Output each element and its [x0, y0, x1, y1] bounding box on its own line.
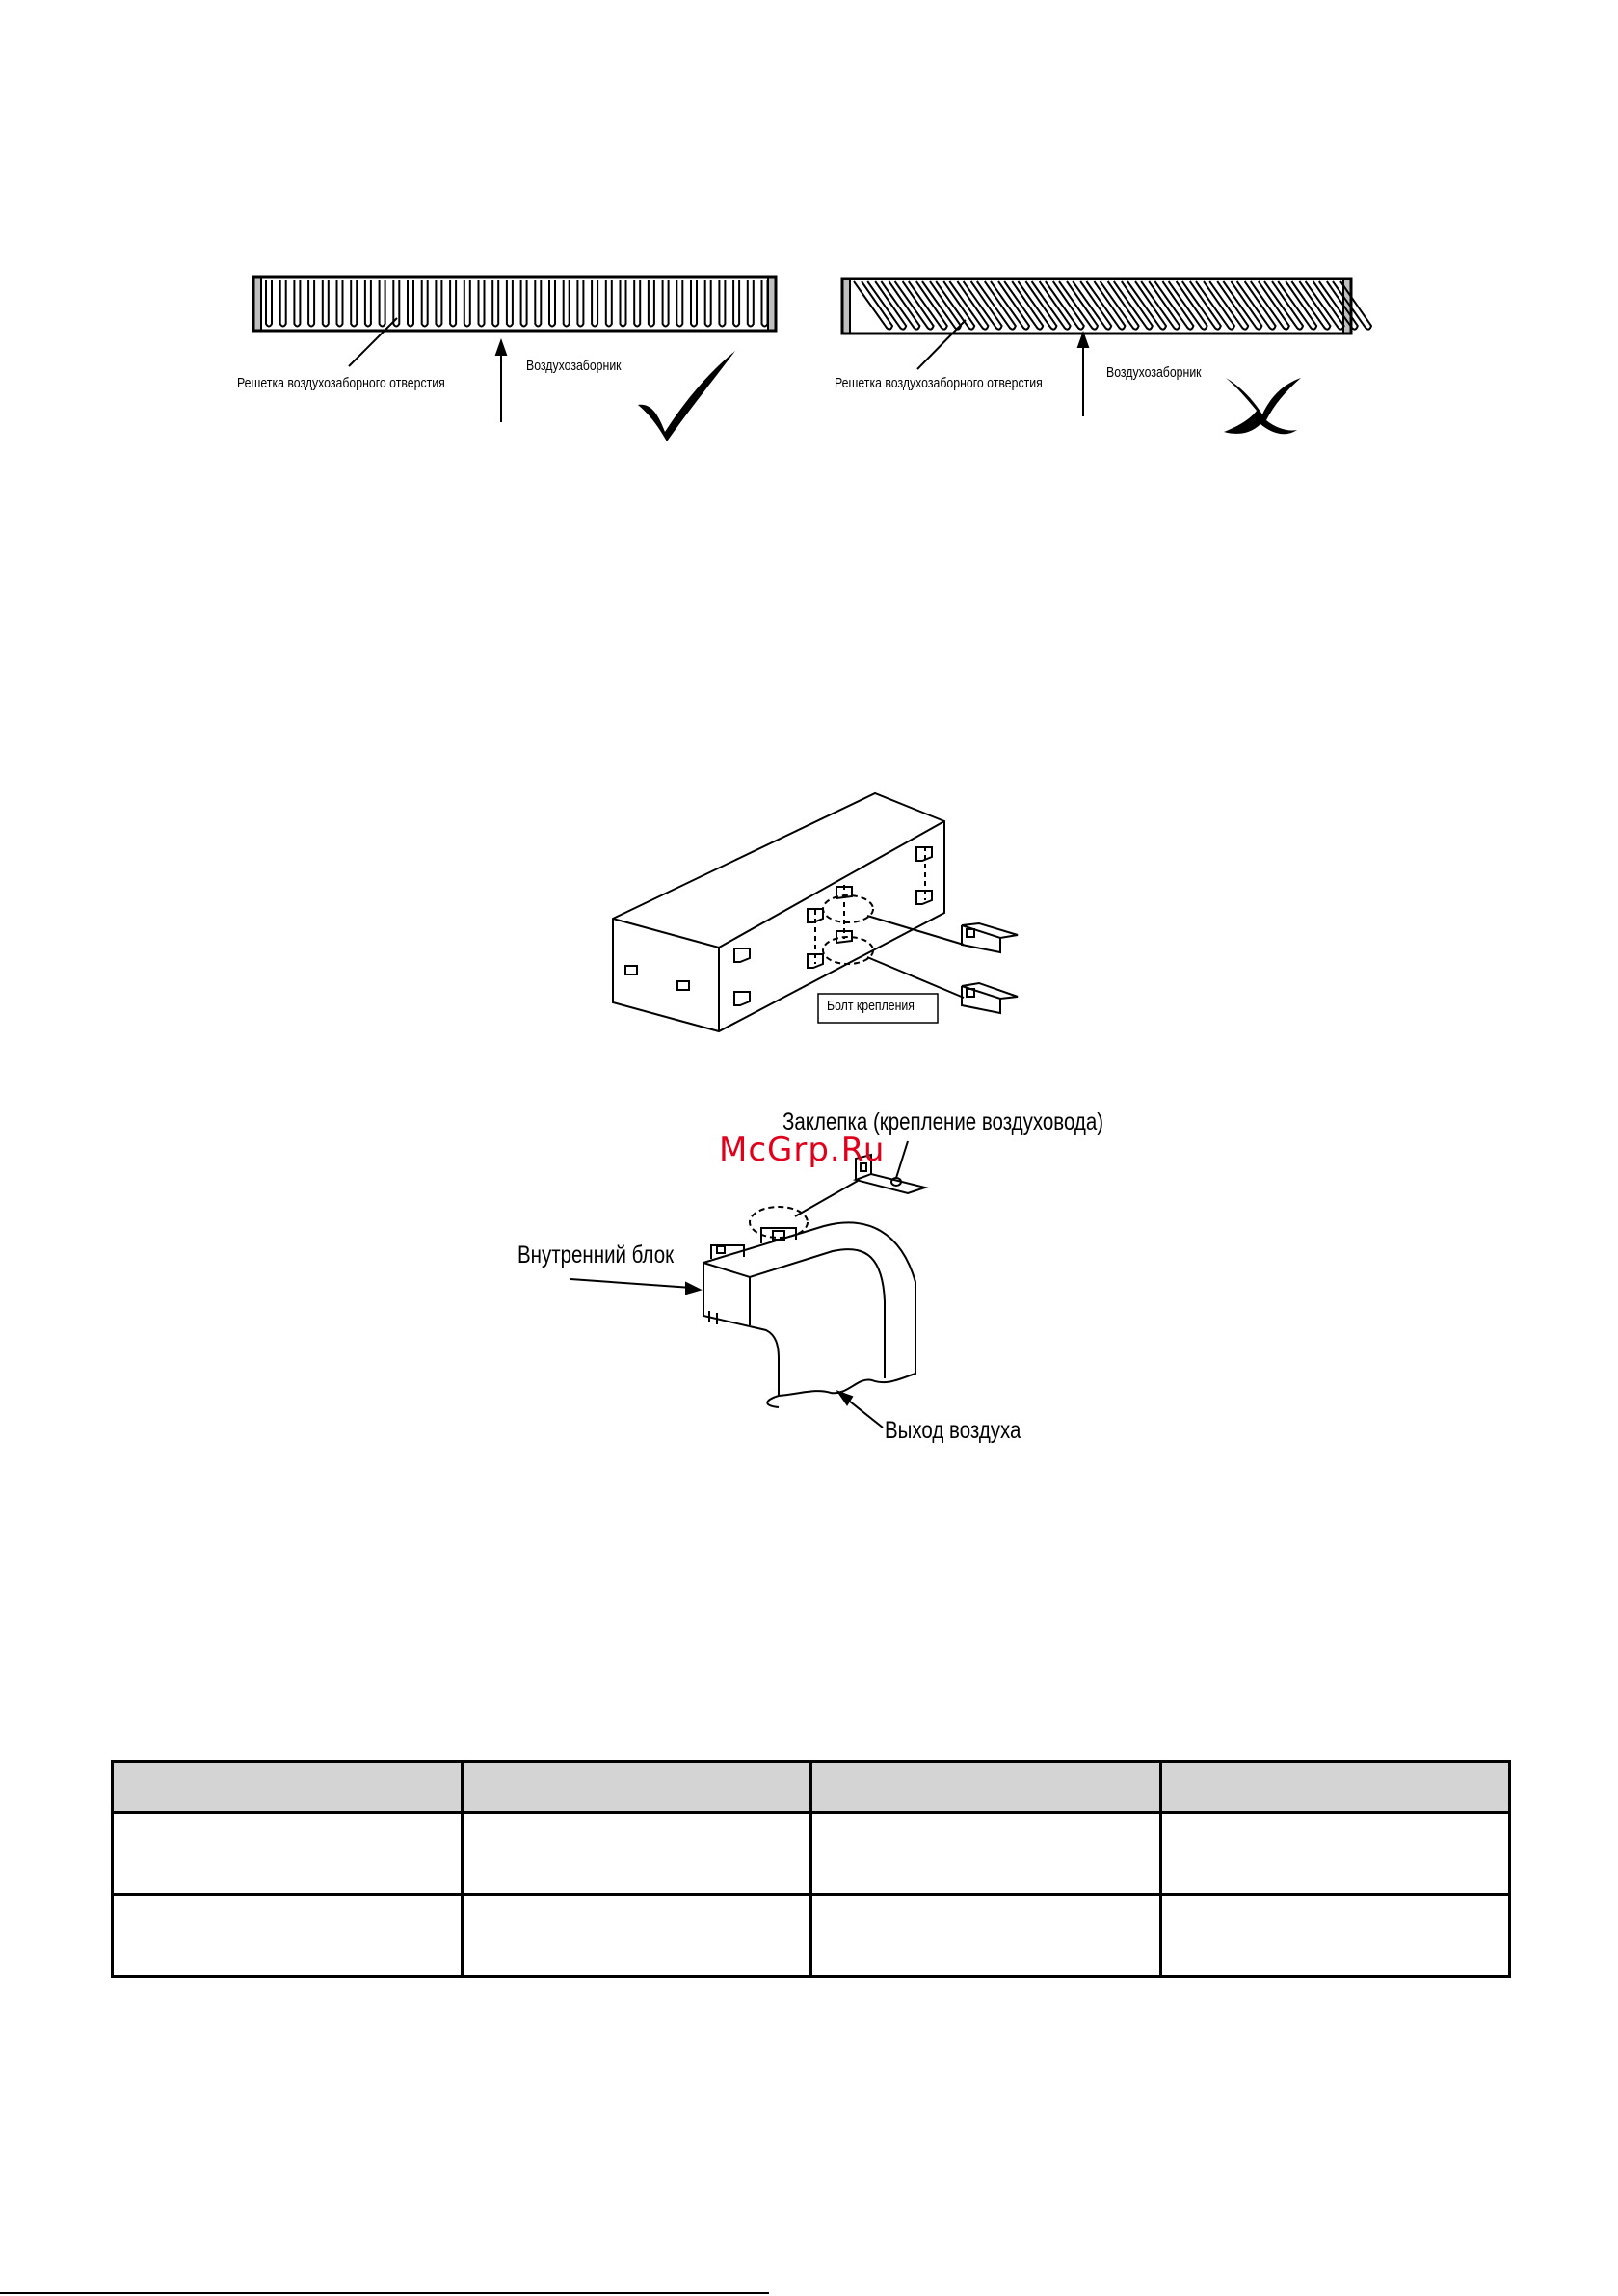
footer-rule — [0, 2292, 769, 2294]
air-outlet-label: Выход воздуха — [885, 1417, 1021, 1444]
table-cell — [811, 1813, 1161, 1895]
table-row — [113, 1895, 1510, 1977]
bolt-label: Болт крепления — [827, 998, 915, 1014]
table-cell — [462, 1813, 811, 1895]
table-header-cell — [113, 1762, 463, 1813]
intake-label-incorrect: Воздухозаборник — [1106, 364, 1202, 381]
table-header-cell — [1160, 1762, 1510, 1813]
table-cell — [113, 1895, 463, 1977]
intake-label-correct: Воздухозаборник — [526, 358, 622, 374]
table-cell — [811, 1895, 1161, 1977]
watermark-text: McGrp.Ru — [719, 1131, 886, 1169]
table-cell — [1160, 1895, 1510, 1977]
grille-label-incorrect: Решетка воздухозаборного отверстия — [835, 375, 1043, 391]
spec-table — [111, 1760, 1511, 1978]
table-header-row — [113, 1762, 1510, 1813]
table-row — [113, 1813, 1510, 1895]
grille-label-correct: Решетка воздухозаборного отверстия — [237, 375, 445, 391]
indoor-unit-label: Внутренний блок — [517, 1241, 675, 1268]
table-cell — [1160, 1813, 1510, 1895]
rivet-label: Заклепка (крепление воздуховода) — [782, 1108, 1104, 1135]
table-cell — [462, 1895, 811, 1977]
table-header-cell — [811, 1762, 1161, 1813]
table-cell — [113, 1813, 463, 1895]
table-header-cell — [462, 1762, 811, 1813]
